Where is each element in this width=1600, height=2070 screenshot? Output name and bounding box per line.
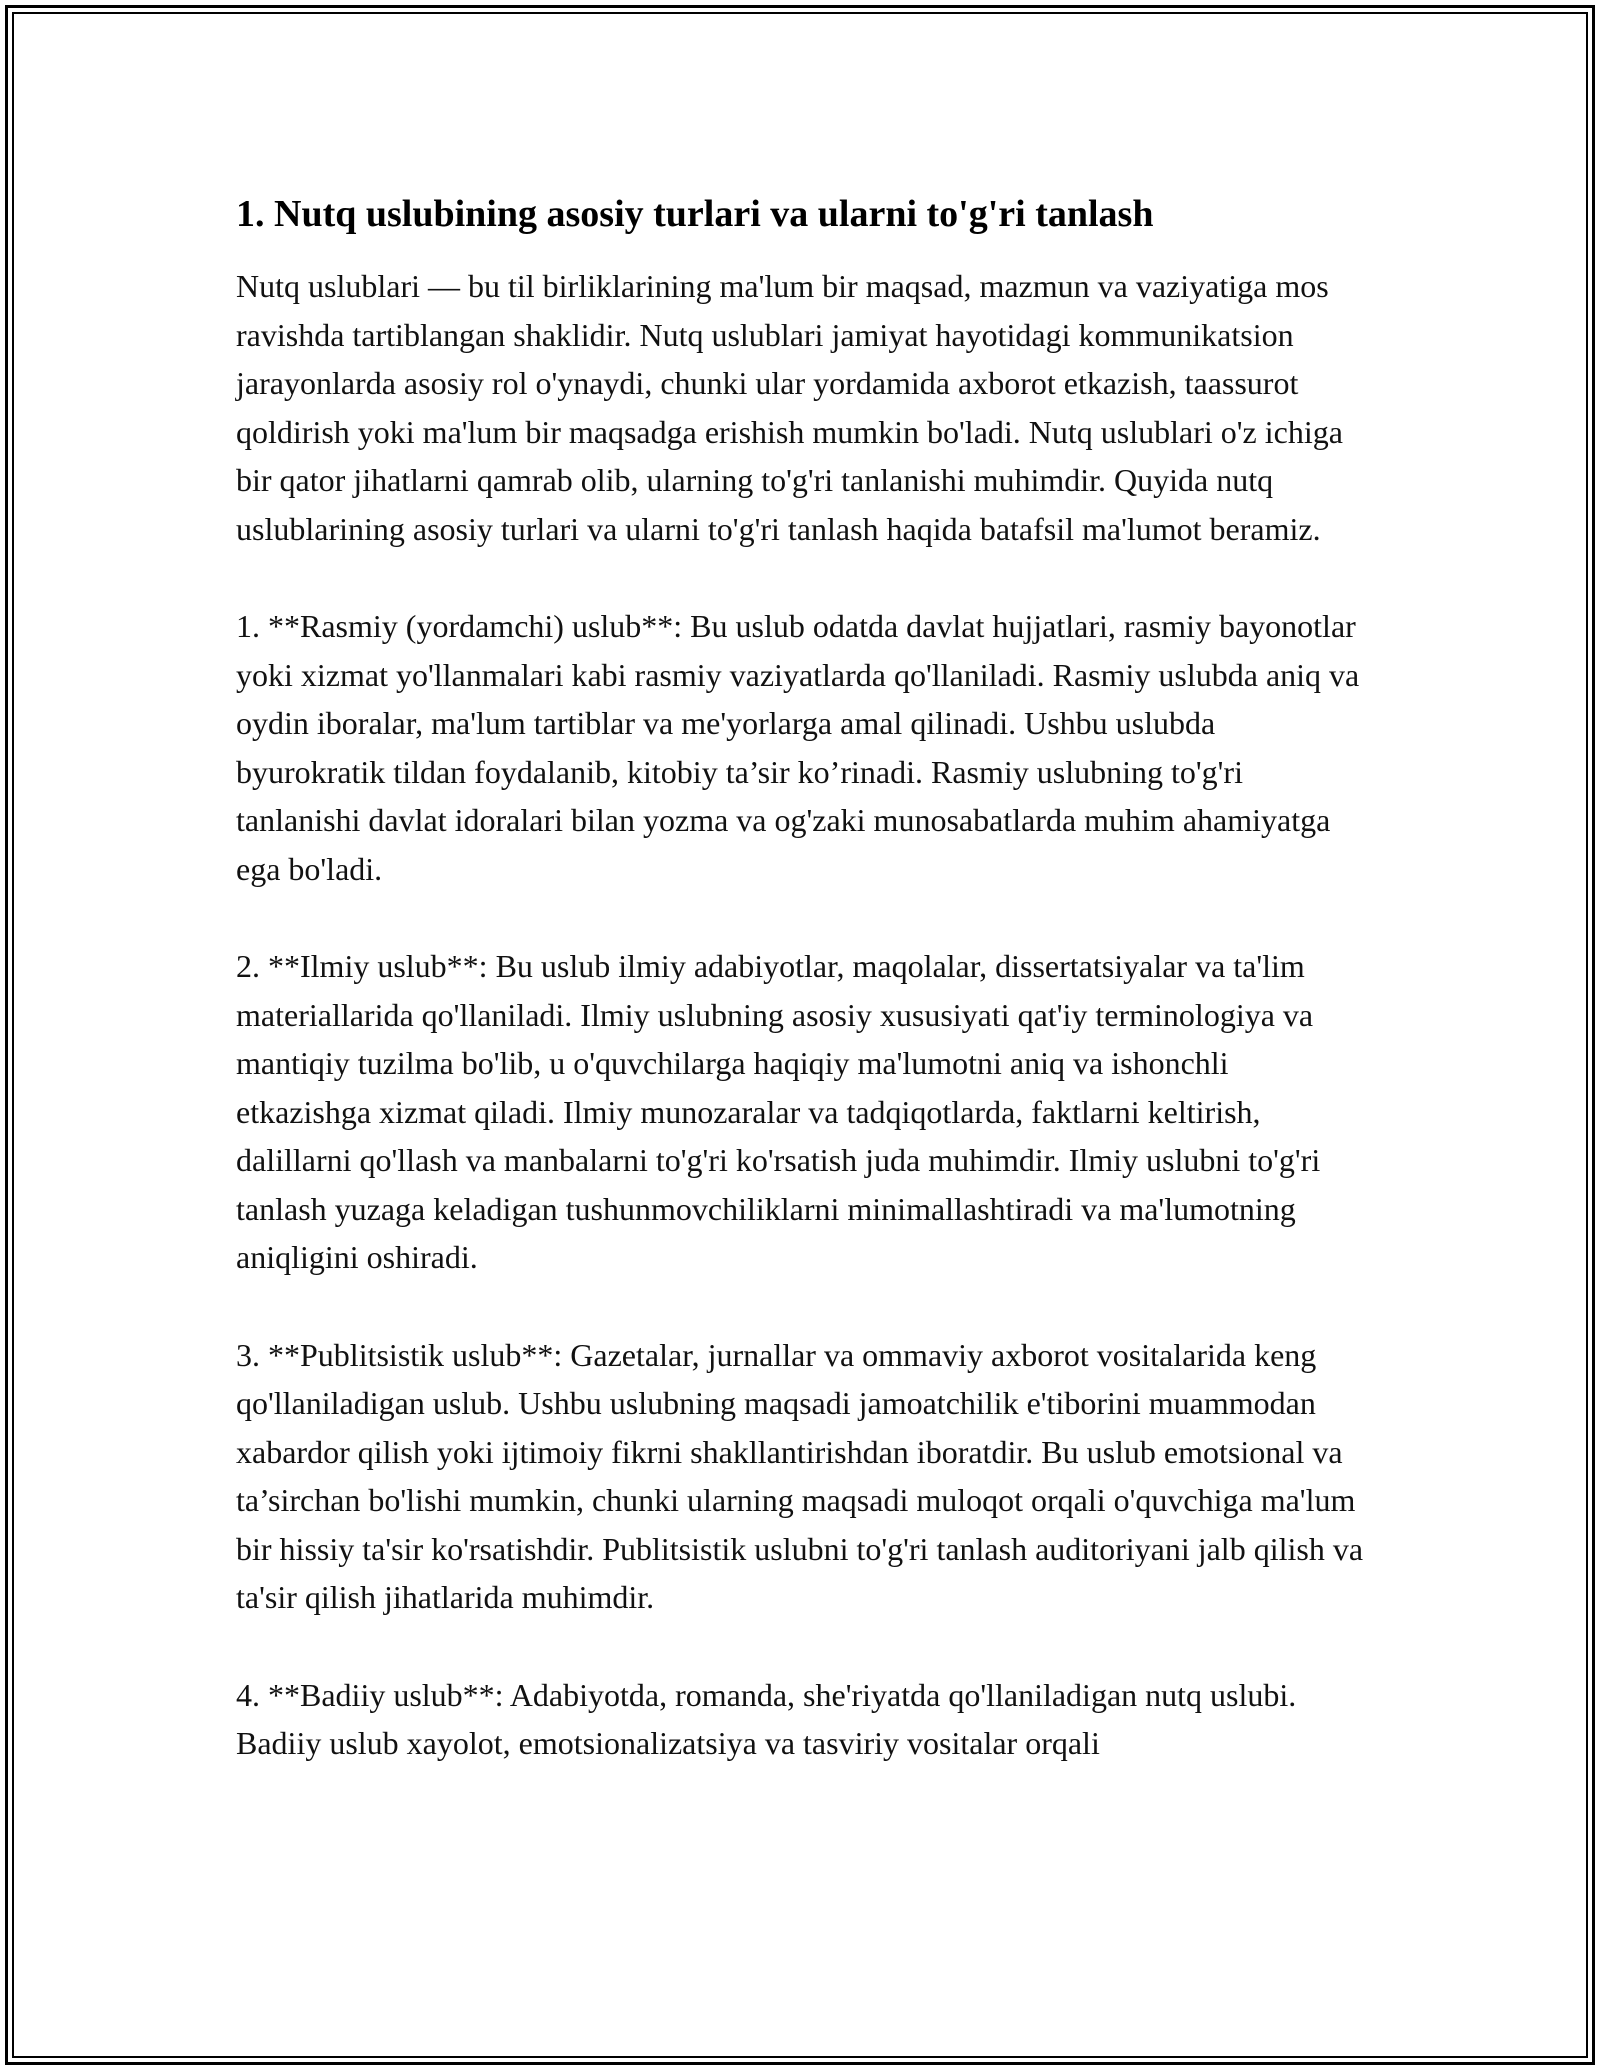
document-body xyxy=(236,186,1370,1817)
document-title: 1. Nutq uslubining asosiy turlari va ularni to'g'ri tanlash xyxy=(236,193,1154,235)
paragraph-scientific-style: 2. **Ilmiy uslub**: Bu uslub ilmiy adabiyotlar, maqolalar, dissertatsiyalar va ta'lim materiallarida qo'llaniladi. Ilmiy uslubning asosiy xususiyati qat'iy terminologiya va mantiqiy tuzilma bo'lib, u o'quvchilarga haqiqiy ma'lumotni aniq va ishonchli etkazishga xizmat qiladi. Ilmiy munozaralar va tadqiqotlarda, faktlarni keltirish, dalillarni qo'llash va manbalarni to'g'ri ko'rsatish juda muhimdir. Ilmiy uslubni to'g'ri tanlash yuzaga keladigan tushunmovchiliklarni minimallashtiradi va ma'lumotning aniqligini oshiradi. xyxy=(236,948,1321,1275)
paragraph-artistic-style: 4. **Badiiy uslub**: Adabiyotda, romanda, she'riyatda qo'llaniladigan nutq uslubi. Badiiy uslub xayolot, emotsionalizatsiya va tasviriy vositalar orqali xyxy=(236,1676,1297,1761)
paragraph-journalistic-style: 3. **Publitsistik uslub**: Gazetalar, jurnallar va ommaviy axborot vositalarida keng qo'llaniladigan uslub. Ushbu uslubning maqsadi jamoatchilik e'tiborini muammodan xabardor qilish yoki ijtimoiy fikrni shakllantirishdan iboratdir. Bu uslub emotsional va ta’sirchan bo'lishi mumkin, chunki ularning maqsadi muloqot orqali o'quvchiga ma'lum bir hissiy ta'sir ko'rsatishdir. Publitsistik uslubni to'g'ri tanlash auditoriyani jalb qilish va ta'sir qilish jihatlarida muhimdir. xyxy=(236,1336,1364,1615)
paragraph-official-style: 1. **Rasmiy (yordamchi) uslub**: Bu uslub odatda davlat hujjatlari, rasmiy bayonotlar yoki xizmat yo'llanmalari kabi rasmiy vaziyatlarda qo'llaniladi. Rasmiy uslubda aniq va oydin iboralar, ma'lum tartiblar va me'yorlarga amal qilinadi. Ushbu uslubda byurokratik tildan foydalanib, kitobiy ta’sir ko’rinadi. Rasmiy uslubning to'g'ri tanlanishi davlat idoralari bilan yozma va og'zaki munosabatlarda muhim ahamiyatga ega bo'ladi. xyxy=(236,608,1360,887)
paragraph-intro: Nutq uslublari — bu til birliklarining ma'lum bir maqsad, mazmun va vaziyatiga mos ravishda tartiblangan shaklidir. Nutq uslublari jamiyat hayotidagi kommunikatsion jarayonlarda asosiy rol o'ynaydi, chunki ular yordamida axborot etkazish, taassurot qoldirish yoki ma'lum bir maqsadga erishish mumkin bo'ladi. Nutq uslublari o'z ichiga bir qator jihatlarni qamrab olib, ularning to'g'ri tanlanishi muhimdir. Quyida nutq uslublarining asosiy turlari va ularni to'g'ri tanlash haqida batafsil ma'lumot beramiz. xyxy=(236,268,1343,547)
